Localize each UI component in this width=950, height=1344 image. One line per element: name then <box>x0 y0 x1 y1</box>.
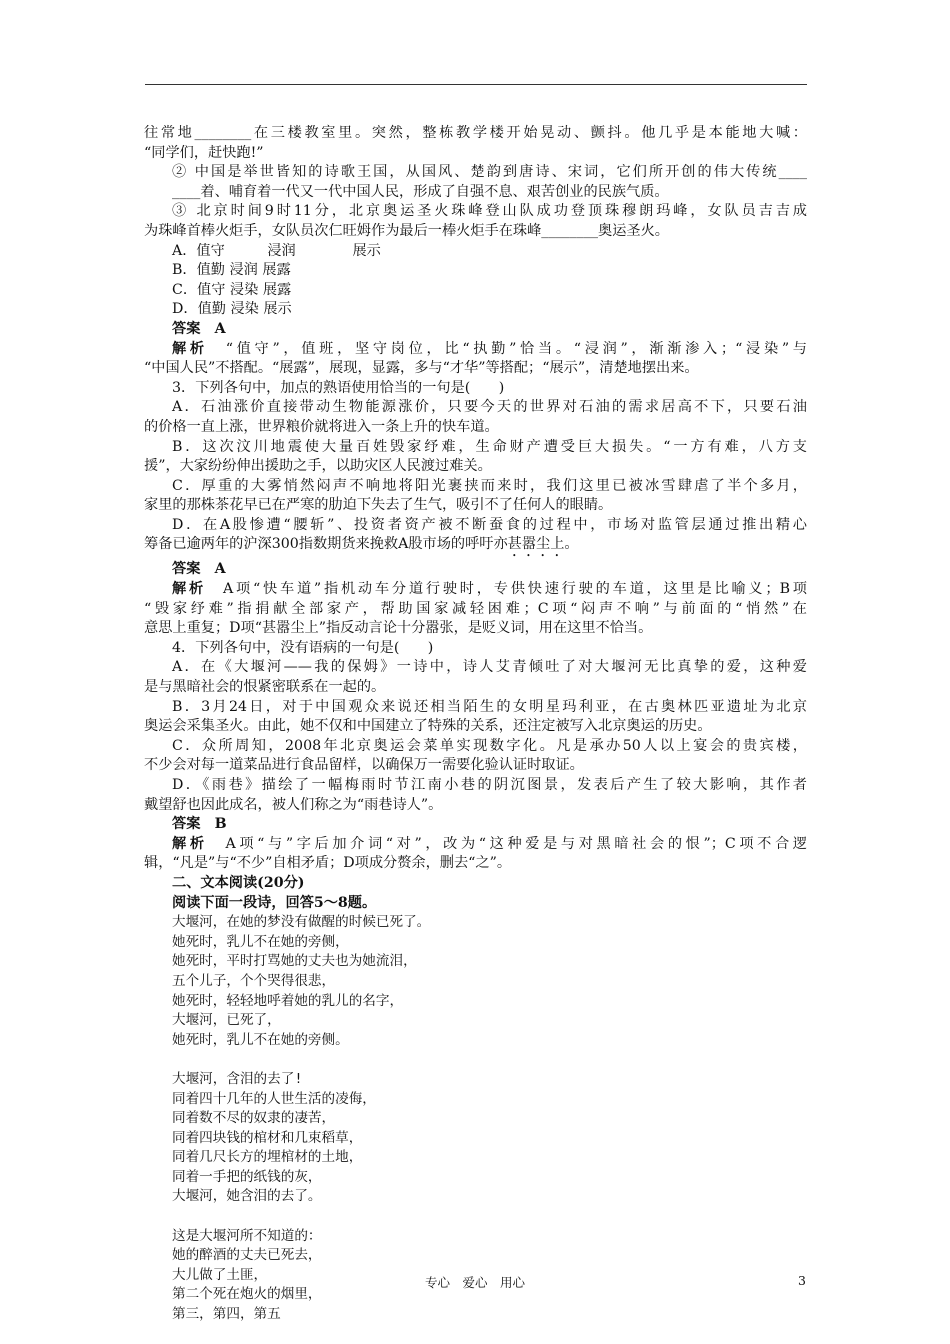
poem-line: 第二个死在炮火的烟里， <box>172 1286 322 1303</box>
poem-line: 大堰河，她含泪的去了。 <box>172 1188 322 1205</box>
text-line: 戴望舒也因此成名，被人们称之为“雨巷诗人”。 <box>144 796 443 813</box>
text-line: D．值勤 浸染 展示 <box>172 301 292 318</box>
text-line: 答案 B <box>172 816 227 833</box>
text-line: C．值守 浸染 展露 <box>172 281 292 298</box>
text-line: 为珠峰首棒火炬手，女队员次仁旺姆作为最后一棒火炬手在珠峰________奥运圣火。 <box>144 222 669 239</box>
text-line: 答案 A <box>172 320 226 337</box>
analysis-label: 解析 <box>172 581 206 598</box>
poem-line: 这是大堰河所不知道的： <box>172 1227 322 1244</box>
text-line: C．厚重的大雾悄然闷声不响地将阳光裹挟而来时，我们这里已被冰雪肆虐了半个多月， <box>172 477 807 494</box>
poem-line: 大堰河，已死了， <box>172 1012 281 1029</box>
poem-line: 她死时，乳儿不在她的旁侧。 <box>172 1031 349 1048</box>
text-line: B．这次汶川地震使大量百姓毁家纾难，生命财产遭受巨大损失。“一方有难，八方支 <box>172 438 807 455</box>
header-rule <box>145 84 807 85</box>
text-line: B．3月24日，对于中国观众来说还相当陌生的女明星玛利亚，在古奥林匹亚遗址为北京 <box>172 698 807 715</box>
text-line: D．在A股惨遭“腰斩”、投资者资产被不断蚕食的过程中，市场对监管层通过推出精心 <box>172 516 807 533</box>
text-line: ____着、哺育着一代又一代中国人民，形成了自强不息、艰苦创业的民族气质。 <box>172 183 669 200</box>
poem-line: 同着几尺长方的埋棺材的土地， <box>172 1149 363 1166</box>
text-line: 辑，“凡是”与“不少”自相矛盾；D项成分赘余，删去“之”。 <box>144 855 512 872</box>
text-line: “中国人民”不搭配。“展露”，展现，显露，多与“才华”等搭配；“展示”，清楚地摆出来。 <box>144 360 699 377</box>
poem-line: 同着数不尽的奴隶的凄苦， <box>172 1110 336 1127</box>
text-line: 答案 A <box>172 561 226 578</box>
analysis-label: 解析 <box>172 835 208 852</box>
poem-line: 大堰河，在她的梦没有做醒的时候已死了。 <box>172 914 431 931</box>
text-line: 奥运会采集圣火。由此，她不仅和中国建立了特殊的关系，还注定被写入北京奥运的历史。 <box>144 718 712 735</box>
text-line: A．石油涨价直接带动生物能源涨价，只要今天的世界对石油的需求居高不下，只要石油 <box>172 399 807 416</box>
poem-line: 她死时，乳儿不在她的旁侧， <box>172 933 349 950</box>
poem-line: 她死时，轻轻地呼着她的乳儿的名字， <box>172 992 404 1009</box>
text-line: 不少会对每一道菜品进行食品留样，以确保万一需要化验认证时取证。 <box>144 757 584 774</box>
footer-slogan: 专心 爱心 用心 <box>424 1275 525 1290</box>
document-body <box>144 124 807 1325</box>
text-line: 的价格一直上涨，世界粮价就将进入一条上升的快车道。 <box>144 418 499 435</box>
text-line: “毁家纾难”指捐献全部家产，帮助国家减轻困难；C项“闷声不响”与前面的“悄然”在 <box>144 600 807 617</box>
poem-line: 她的醉酒的丈夫已死去， <box>172 1247 322 1264</box>
text-line: 阅读下面一段诗，回答5～8题。 <box>172 894 377 911</box>
text-line: 解析 A项“快车道”指机动车分道行驶时，专供快速行驶的车道，这里是比喻义；B项 <box>172 581 807 598</box>
analysis-label: 解析 <box>172 340 208 357</box>
text-line: D．《雨巷》描绘了一幅梅雨时节江南小巷的阴沉图景，发表后产生了较大影响，其作者 <box>172 777 807 793</box>
text-line: A．值守 浸润 展示 <box>172 242 381 259</box>
text-line: 筹备已逾两年的沪深300指数期货来挽救A股市场的呼吁亦甚嚣尘上。 <box>144 536 579 553</box>
poem-line: 大儿做了土匪， <box>172 1266 268 1283</box>
emphasized-idiom: 甚嚣尘上 <box>507 536 565 553</box>
stanza-gap <box>172 1050 807 1070</box>
page-number: 3 <box>798 1273 806 1288</box>
text-line: 是与黑暗社会的恨紧密联系在一起的。 <box>144 679 386 696</box>
text-line: ③ 北京时间9时11分，北京奥运圣火珠峰登山队成功登顶珠穆朗玛峰，女队员吉吉成 <box>172 203 807 220</box>
poem-line: 同着一手把的纸钱的灰， <box>172 1168 322 1185</box>
text-line: 二、文本阅读(20分) <box>172 874 305 891</box>
text-line: ② 中国是举世皆知的诗歌王国，从国风、楚韵到唐诗、宋词，它们所开创的伟大传统____ <box>172 164 807 181</box>
poem-line: 第三，第四，第五 <box>172 1306 281 1323</box>
text-line: 往常地________在三楼教室里。突然，整栋教学楼开始晃动、颤抖。他几乎是本能地大喊： <box>144 125 807 141</box>
stanza-gap <box>172 1207 807 1227</box>
text-line: A．在《大堰河——我的保姆》一诗中，诗人艾青倾吐了对大堰河无比真挚的爱，这种爱 <box>172 659 807 676</box>
poem-line: 她死时，平时打骂她的丈夫也为她流泪， <box>172 953 417 970</box>
text-line: 援”，大家纷纷伸出援助之手，以助灾区人民渡过难关。 <box>144 458 492 475</box>
text-line: C．众所周知，2008年北京奥运会菜单实现数字化。凡是承办50人以上宴会的贵宾楼， <box>172 737 807 754</box>
poem-line: 同着四块钱的棺材和几束稻草， <box>172 1129 363 1146</box>
text-line: 3．下列各句中，加点的熟语使用恰当的一句是( ) <box>172 379 505 396</box>
text-line: B．值勤 浸润 展露 <box>172 262 291 279</box>
poem-line: 同着四十几年的人世生活的凌侮， <box>172 1090 376 1107</box>
poem-line: 大堰河，含泪的去了! <box>172 1070 303 1087</box>
text-line: 家里的那株茶花早已在严寒的肋迫下失去了生气，吸引不了任何人的眼睛。 <box>144 497 613 514</box>
poem-line: 五个儿子，个个哭得很悲， <box>172 972 336 989</box>
text-line: 4．下列各句中，没有语病的一句是( ) <box>172 639 434 656</box>
text-line: 解析 A项“与”字后加介词“对”，改为“这种爱是与对黑暗社会的恨”；C项不合逻 <box>172 835 807 852</box>
text-line: “同学们，赶快跑!” <box>144 144 264 161</box>
text-line: 解析 “值守”，值班，坚守岗位，比“执勤”恰当。“浸润”，渐渐渗入；“浸染”与 <box>172 340 807 357</box>
text-line: 意思上重复；D项“甚嚣尘上”指反动言论十分嚣张，是贬义词，用在这里不恰当。 <box>144 620 653 637</box>
